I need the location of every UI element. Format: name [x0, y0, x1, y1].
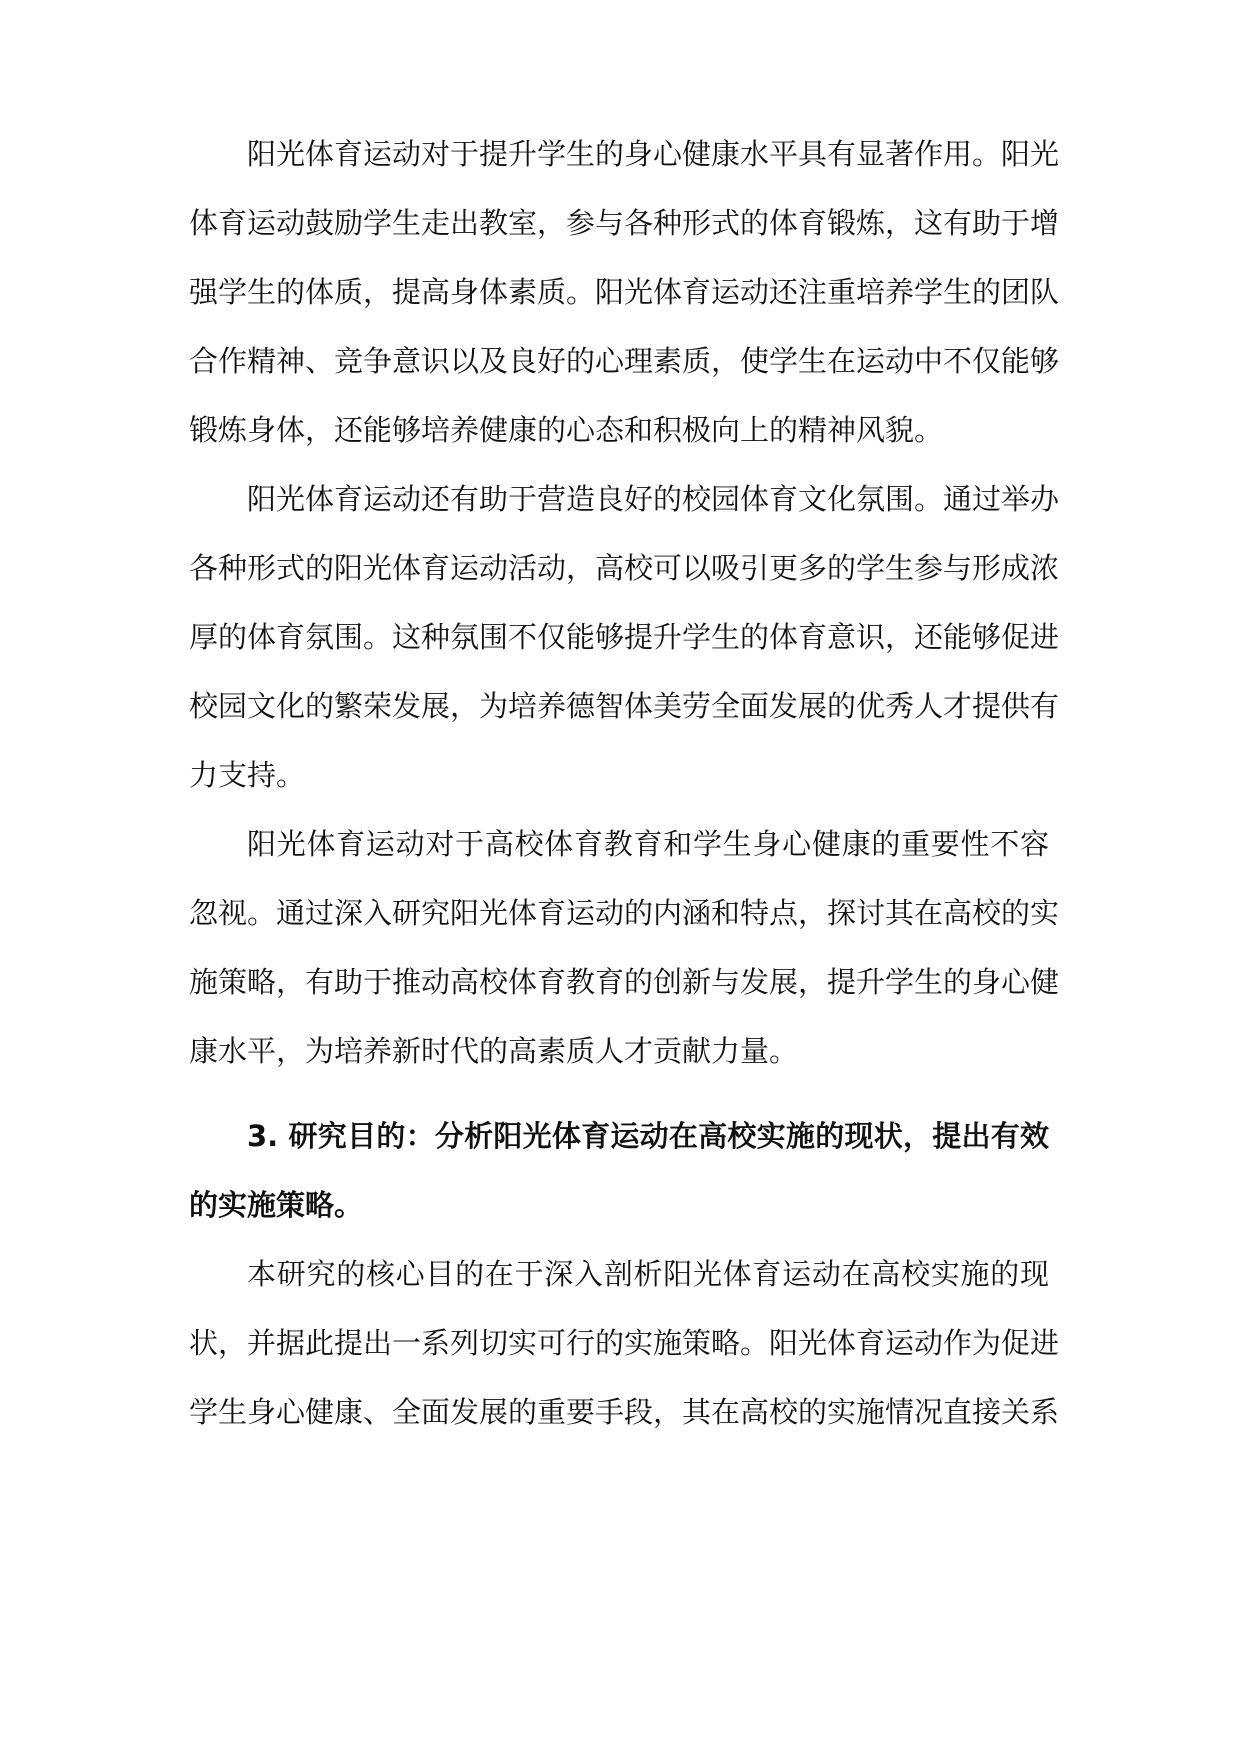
paragraph-3-line-2: 忽视。通过深入研究阳光体育运动的内涵和特点，探讨其在高校的实 — [189, 896, 1060, 930]
paragraph-4-line-2: 状，并据此提出一系列切实可行的实施策略。阳光体育运动作为促进 — [189, 1326, 1060, 1360]
paragraph-1-line-2: 体育运动鼓励学生走出教室，参与各种形式的体育锻炼，这有助于增 — [189, 206, 1060, 240]
paragraph-1-line-3: 强学生的体质，提高身体素质。阳光体育运动还注重培养学生的团队 — [189, 275, 1060, 309]
section-heading-line-2: 的实施策略。 — [189, 1188, 364, 1222]
paragraph-1-line-5: 锻炼身体，还能够培养健康的心态和积极向上的精神风貌。 — [189, 413, 944, 447]
paragraph-4-line-1: 本研究的核心目的在于深入剖析阳光体育运动在高校实施的现 — [247, 1257, 1049, 1291]
section-heading-line-1: 3. 研究目的：分析阳光体育运动在高校实施的现状，提出有效 — [247, 1119, 1049, 1153]
paragraph-3-line-4: 康水平，为培养新时代的高素质人才贡献力量。 — [189, 1034, 799, 1068]
paragraph-3-line-3: 施策略，有助于推动高校体育教育的创新与发展，提升学生的身心健 — [189, 965, 1060, 999]
paragraph-2-line-5: 力支持。 — [189, 758, 306, 792]
paragraph-2-line-3: 厚的体育氛围。这种氛围不仅能够提升学生的体育意识，还能够促进 — [189, 620, 1060, 654]
paragraph-2-line-4: 校园文化的繁荣发展，为培养德智体美劳全面发展的优秀人才提供有 — [189, 689, 1060, 723]
paragraph-1-line-1: 阳光体育运动对于提升学生的身心健康水平具有显著作用。阳光 — [247, 137, 1060, 171]
paragraph-2-line-2: 各种形式的阳光体育运动活动，高校可以吸引更多的学生参与形成浓 — [189, 551, 1060, 585]
paragraph-4-line-3: 学生身心健康、全面发展的重要手段，其在高校的实施情况直接关系 — [189, 1395, 1060, 1429]
paragraph-1-line-4: 合作精神、竞争意识以及良好的心理素质，使学生在运动中不仅能够 — [189, 344, 1060, 378]
paragraph-3-line-1: 阳光体育运动对于高校体育教育和学生身心健康的重要性不容 — [247, 827, 1049, 861]
paragraph-2-line-1: 阳光体育运动还有助于营造良好的校园体育文化氛围。通过举办 — [247, 482, 1060, 516]
